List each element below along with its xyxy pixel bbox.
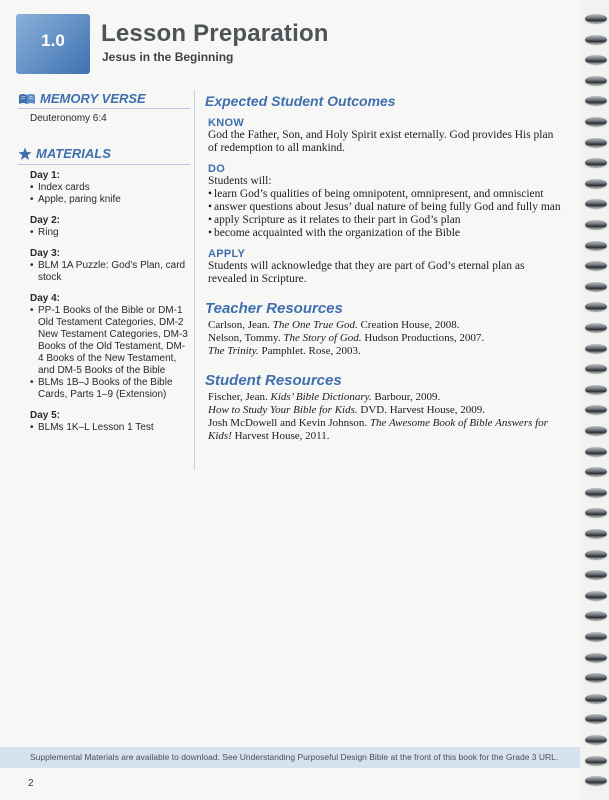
list-item: • BLMs 1K–L Lesson 1 Test [30, 422, 190, 434]
list-item: • answer questions about Jesus’ dual nature of being fully God and fully man [208, 201, 565, 214]
resource-title: The One True God. [272, 319, 358, 331]
binding-coil [585, 385, 607, 394]
list-item: • BLMs 1B–J Books of the Bible Cards, Parts 1–9 (Extension) [30, 377, 190, 401]
binding-coil [585, 653, 607, 662]
binding-coil [585, 364, 607, 373]
binding-coil [585, 261, 607, 270]
binding-coil [585, 467, 607, 476]
binding-coil [585, 179, 607, 188]
resource-title: The Story of God. [283, 332, 362, 344]
day-title: Day 3: [30, 248, 61, 259]
resource-author: Fischer, Jean. [208, 391, 268, 403]
binding-coil [585, 55, 607, 64]
day-title: Day 2: [30, 215, 61, 226]
resource-publisher: Barbour, 2009. [374, 391, 441, 403]
page-number: 2 [28, 778, 34, 789]
star-icon [18, 147, 32, 161]
resource-title: The Awesome Book of Bible Answers for Kids! [208, 417, 548, 442]
binding-coil [585, 447, 607, 456]
list-item: • PP-1 Books of the Bible or DM-1 Old Testament Categories, DM-2 New Testament Categories, DM-3 Books of the Old Testament, DM-4 Books of the New Testament, and DM-5 Books of the Bible [30, 305, 190, 377]
open-book-icon [18, 93, 36, 105]
resource-author: Nelson, Tommy. [208, 332, 281, 344]
binding-coil [585, 508, 607, 517]
binding-coil [585, 529, 607, 538]
list-item: • Index cards [30, 182, 190, 194]
do-list [208, 188, 565, 240]
resource-publisher: Harvest House, 2011. [234, 430, 330, 442]
binding-coil [585, 426, 607, 435]
binding-coil [585, 632, 607, 641]
list-item: • become acquainted with the organization of the Bible [208, 227, 565, 240]
list-item: • BLM 1A Puzzle: God’s Plan, card stock [30, 260, 190, 284]
binding-coil [585, 776, 607, 785]
binding-coil [585, 756, 607, 765]
binding-coil [585, 220, 607, 229]
know-label: KNOW [208, 117, 245, 129]
teacher-resources-heading: Teacher Resources [205, 300, 343, 317]
day-title: Day 1: [30, 170, 61, 181]
binding-coil [585, 488, 607, 497]
binding-coil [585, 611, 607, 620]
resource-publisher: Creation House, 2008. [360, 319, 460, 331]
resource-publisher: DVD. Harvest House, 2009. [360, 404, 486, 416]
binding-coil [585, 158, 607, 167]
memory-verse-label: MEMORY VERSE [40, 91, 146, 106]
binding-coil [585, 735, 607, 744]
binding-coil [585, 344, 607, 353]
list-item [208, 417, 565, 443]
memory-verse-text: Deuteronomy 6:4 [30, 113, 107, 124]
binding-coil [585, 199, 607, 208]
resource-publisher: Hudson Productions, 2007. [364, 332, 485, 344]
materials-label: MATERIALS [36, 146, 111, 161]
apply-text: Students will acknowledge that they are part of God’s eternal plan as revealed in Scripture. [208, 260, 525, 285]
materials-day-1 [30, 170, 190, 206]
resource-author: Carlson, Jean. [208, 319, 271, 331]
materials-list [18, 164, 190, 434]
binding-coil [585, 14, 607, 23]
resource-author: Josh McDowell and Kevin Johnson. [208, 417, 368, 429]
list-item: • learn God’s qualities of being omnipotent, omnipresent, and omniscient [208, 188, 565, 201]
lesson-number-badge [16, 14, 90, 74]
do-intro: Students will: [208, 175, 272, 187]
list-item: • apply Scripture as it relates to their part in God’s plan [208, 214, 565, 227]
page-title: Lesson Preparation [101, 20, 329, 47]
materials-day-2 [30, 215, 190, 239]
footer-note: Supplemental Materials are available to download. See Understanding Purposeful Design Bible at the front of this book for the Grade 3 URL. [0, 747, 580, 768]
resource-title: Kids’ Bible Dictionary. [270, 391, 372, 403]
list-item [208, 319, 565, 332]
binding-coil [585, 694, 607, 703]
do-label: DO [208, 163, 226, 175]
materials-heading [18, 146, 190, 161]
know-text: God the Father, Son, and Holy Spirit exist eternally. God provides His plan of redemption to all mankind. [208, 129, 554, 154]
binding-coil [585, 302, 607, 311]
binding-coil [585, 405, 607, 414]
resource-title: The Trinity. [208, 345, 259, 357]
binding-coil [585, 96, 607, 105]
list-item: • Ring [30, 227, 190, 239]
binding-coil [585, 714, 607, 723]
apply-label: APPLY [208, 248, 246, 260]
list-item [208, 345, 565, 358]
list-item [208, 404, 565, 417]
binding-coil [585, 35, 607, 44]
spiral-binding [580, 0, 609, 800]
binding-coil [585, 241, 607, 250]
binding-coil [585, 117, 607, 126]
list-item: • Apple, paring knife [30, 194, 190, 206]
materials-day-3 [30, 248, 190, 284]
day-title: Day 4: [30, 293, 61, 304]
materials-day-5 [30, 410, 190, 434]
resource-publisher: Pamphlet. Rose, 2003. [261, 345, 361, 357]
outcomes-heading: Expected Student Outcomes [205, 93, 396, 109]
binding-coil [585, 282, 607, 291]
main-column [205, 93, 565, 443]
binding-coil [585, 76, 607, 85]
page-subtitle: Jesus in the Beginning [102, 50, 234, 64]
binding-coil [585, 591, 607, 600]
binding-coil [585, 323, 607, 332]
memory-verse-heading [18, 91, 190, 106]
resource-title: How to Study Your Bible for Kids. [208, 404, 358, 416]
sidebar [18, 91, 190, 443]
binding-coil [585, 570, 607, 579]
binding-coil [585, 673, 607, 682]
lesson-number: 1.0 [41, 31, 65, 50]
list-item [208, 332, 565, 345]
materials-day-4 [30, 293, 190, 401]
teacher-resources [205, 300, 565, 358]
student-resources-heading: Student Resources [205, 372, 342, 389]
binding-coil [585, 138, 607, 147]
binding-coil [585, 550, 607, 559]
memory-verse-box [18, 108, 190, 124]
day-title: Day 5: [30, 410, 61, 421]
student-resources [205, 372, 565, 443]
list-item [208, 391, 565, 404]
